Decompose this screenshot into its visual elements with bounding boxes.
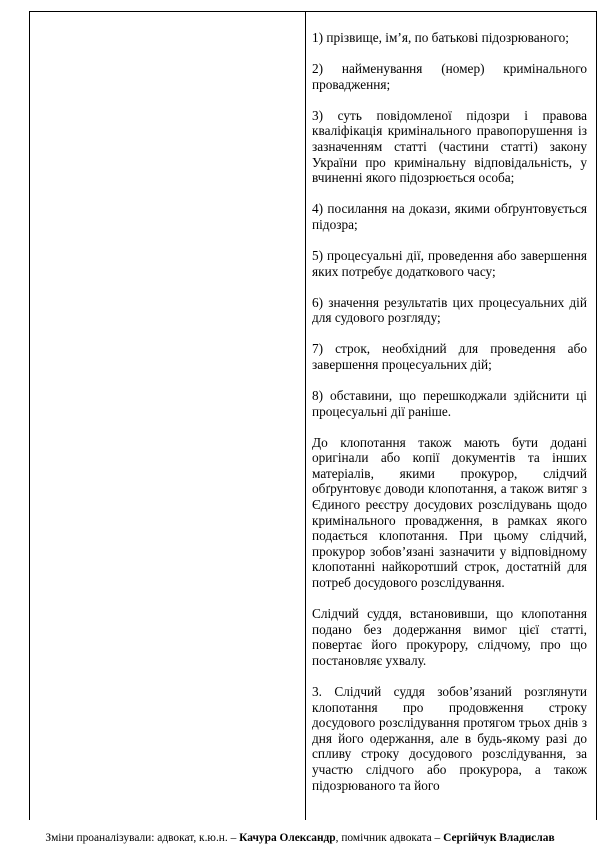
- footer-credits: [0, 832, 600, 844]
- paragraph-item-6: 6) значення результатів цих процесуальних дій для судового розгляду;: [312, 294, 587, 326]
- paragraph-item-7: 7) строк, необхідний для проведення або завершення процесуальних дій;: [312, 341, 587, 372]
- left-column: [30, 12, 306, 820]
- footer-middle: , помічник адвоката –: [335, 832, 444, 844]
- right-column: [312, 30, 587, 809]
- paragraph-item-2: 2) найменування (номер) кримінального провадження;: [312, 61, 587, 92]
- paragraph-item-4: 4) посилання на докази, якими обґрунтовується підозра;: [312, 201, 587, 232]
- footer-author-1: Качура Олександр: [239, 832, 336, 844]
- footer-prefix: Зміни проаналізували: адвокат, к.ю.н. –: [45, 832, 240, 844]
- document-table: [29, 11, 597, 820]
- paragraph-return: Слідчий суддя, встановивши, що клопотання подано без додержання вимог цієї статті, повертає його прокурору, слідчому, про що постановляє ухвалу.: [312, 606, 587, 668]
- paragraph-attachments: До клопотання також мають бути додані оригінали або копії документів та інших матеріалів, якими прокурор, слідчий обґрунтовує доводи клопотання, а також витяг з Єдиного реєстру досудових розслідувань щодо кримінального провадження, в рамках якого подається клопотання. При цьому слідчий, прокурор зобов’язані зазначити у відповідному клопотанні найкоротший строк, достатній для потреб досудового розслідування.: [312, 434, 587, 591]
- paragraph-item-5: 5) процесуальні дії, проведення або завершення яких потребує додаткового часу;: [312, 247, 587, 279]
- paragraph-item-1: 1) прізвище, ім’я, по батькові підозрюваного;: [312, 30, 569, 45]
- footer-author-2: Сергійчук Владислав: [443, 832, 555, 844]
- paragraph-item-8: 8) обставини, що перешкоджали здійснити ці процесуальні дії раніше.: [312, 388, 587, 419]
- paragraph-item-3: 3) суть повідомленої підозри і правова кваліфікація кримінального правопорушення із зазначенням статті (частини статті) закону України про кримінальну відповідальність, у вчиненні якого підозрюється особа;: [312, 107, 587, 186]
- paragraph-section-3: 3. Слідчий суддя зобов’язаний розглянути клопотання про продовження строку досудового розслідування протягом трьох днів з дня його одержання, але в будь-якому разі до спливу строку досудового розслідування, за участю слідчого або прокурора, а також підозрюваного та його: [312, 684, 587, 793]
